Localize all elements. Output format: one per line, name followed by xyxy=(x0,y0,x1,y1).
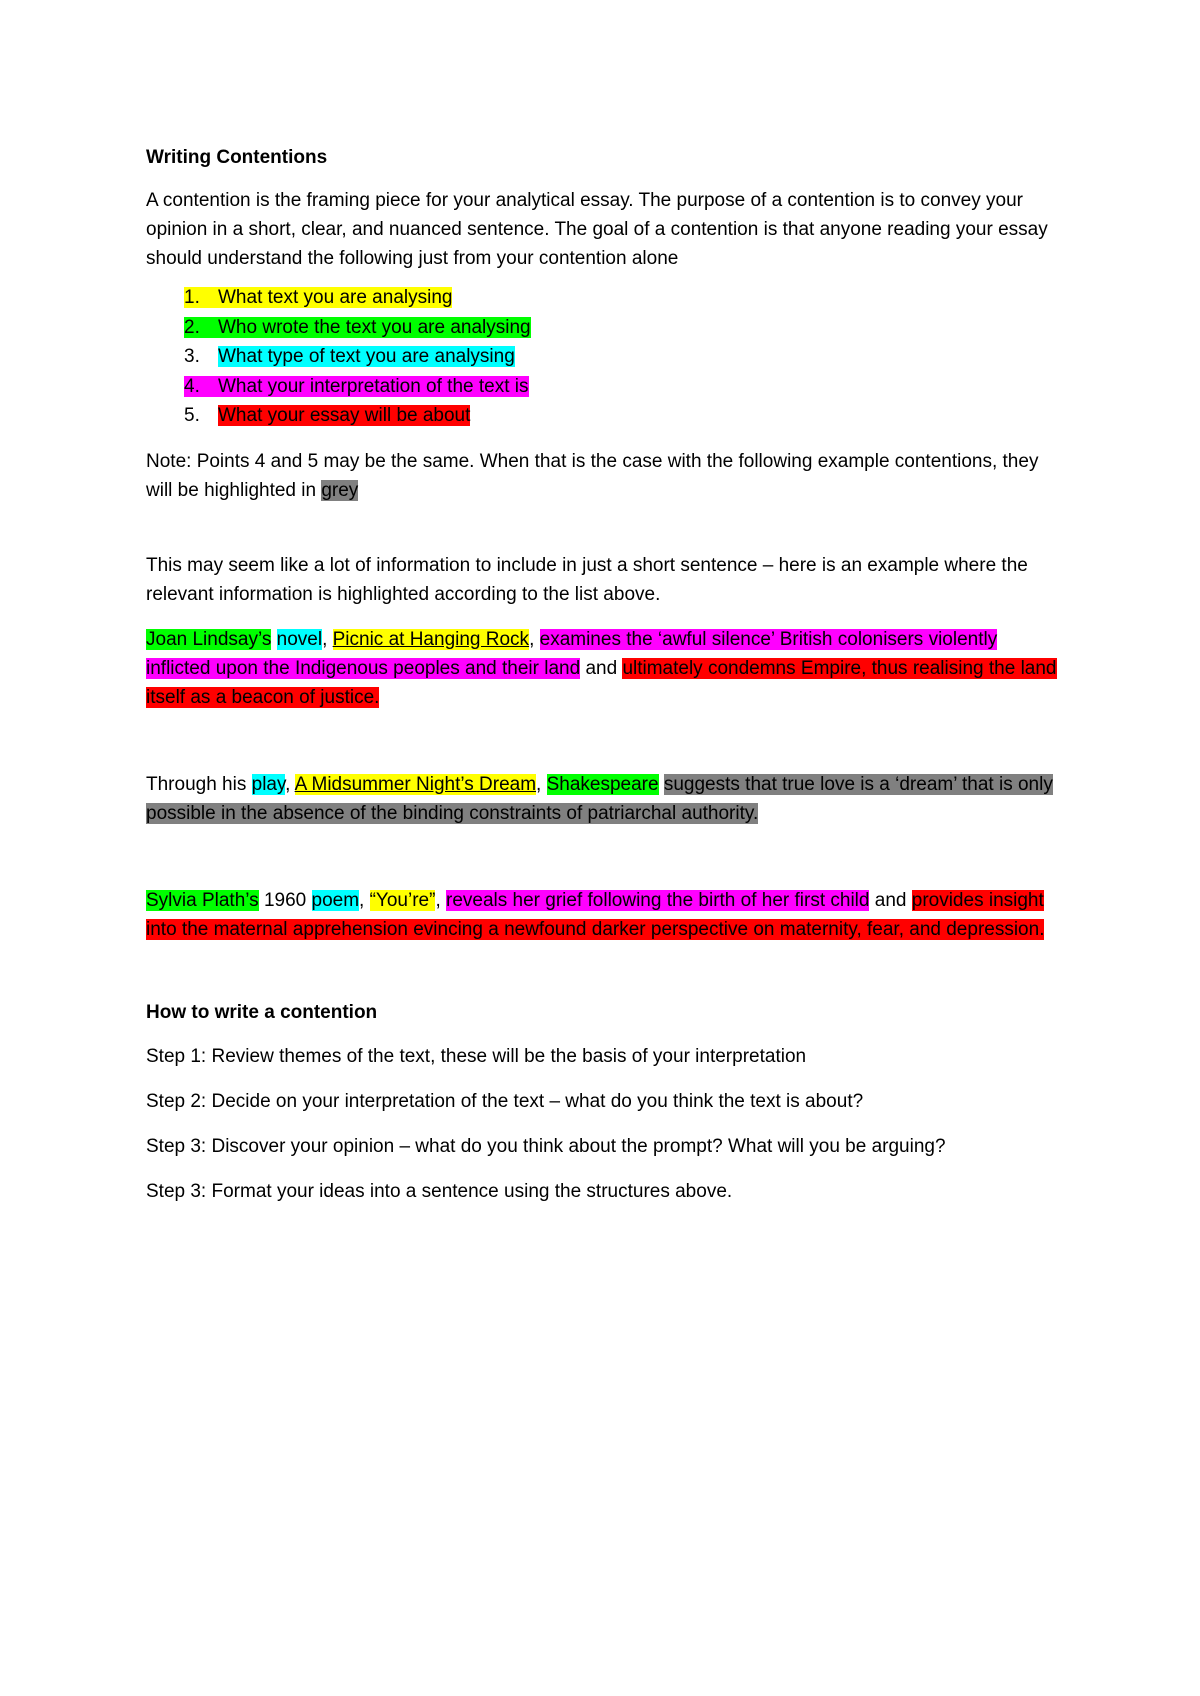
example-contention-1: Joan Lindsay’s novel, Picnic at Hanging Rock, examines the ‘awful silence’ British colonisers violently inflicted upon the Indigenous peoples and their land and ultimately condemns Empire, thus realising the land itself as a beacon of justice. xyxy=(146,628,1057,708)
step-item: Step 2: Decide on your interpretation of the text – what do you think the text is about? xyxy=(146,1090,864,1112)
note-paragraph xyxy=(146,447,1066,505)
ex1-interpretation: examines the ‘awful silence’ British colonisers violently inflicted upon the Indigenous peoples and their land xyxy=(146,628,998,679)
list-text: Who wrote the text you are analysing xyxy=(218,316,531,338)
list-number: 3. xyxy=(184,346,200,367)
list-text: What your essay will be about xyxy=(218,405,471,426)
list-text: What your interpretation of the text is xyxy=(218,375,529,397)
step-item: Step 3: Format your ideas into a sentence using the structures above. xyxy=(146,1180,733,1202)
ex3-author: Sylvia Plath’s xyxy=(146,889,259,911)
intro-paragraph: A contention is the framing piece for your analytical essay. The purpose of a contention is to convey your opinion in a short, clear, and nuanced sentence. The goal of a contention is that anyone reading your essay should understand the following just from your contention alone xyxy=(146,190,1048,269)
list-number: 5. xyxy=(184,405,200,426)
ex1-title: Picnic at Hanging Rock xyxy=(332,628,530,650)
example-contention-2: Through his play, A Midsummer Night’s Dream, Shakespeare suggests that true love is a ‘dream’ that is only possible in the absence of the binding constraints of patriarchal authority. xyxy=(146,773,1053,824)
list-text: What type of text you are analysing xyxy=(218,346,515,367)
ex3-interpretation: reveals her grief following the birth of her first child xyxy=(446,889,870,911)
howto-section xyxy=(146,998,1066,1206)
ex2-lead: Through his xyxy=(146,773,247,795)
step-item: Step 1: Review themes of the text, these will be the basis of your interpretation xyxy=(146,1045,807,1067)
list-item xyxy=(184,401,1066,431)
ex3-about: provides insight into the maternal apprehension evincing a newfound darker perspective on maternity, fear, and depression. xyxy=(146,889,1045,940)
list-item xyxy=(184,342,1066,372)
ex3-title: “You’re” xyxy=(369,889,436,911)
note-grey-highlight: grey xyxy=(321,479,359,501)
howto-heading: How to write a contention xyxy=(146,1001,378,1023)
step-item: Step 3: Discover your opinion – what do you think about the prompt? What will you be arguing? xyxy=(146,1135,946,1157)
document-body xyxy=(146,143,1066,1222)
ex3-conjunction: and xyxy=(874,889,907,911)
example-intro: This may seem like a lot of information to include in just a short sentence – here is an example where the relevant information is highlighted according to the list above. xyxy=(146,554,1028,605)
list-number: 1. xyxy=(184,287,200,308)
ex2-interpretation: suggests that true love is a ‘dream’ that is only possible in the absence of the binding constraints of patriarchal authority. xyxy=(146,773,1053,824)
ex1-author: Joan Lindsay’s xyxy=(146,628,272,650)
list-number: 2. xyxy=(184,316,200,338)
ex2-author: Shakespeare xyxy=(546,773,659,795)
ex1-conjunction: and xyxy=(585,657,618,679)
list-item xyxy=(184,372,1066,402)
list-item xyxy=(184,313,1066,343)
ex2-type: play xyxy=(251,773,286,795)
criteria-list xyxy=(146,283,1066,431)
ex1-type: novel xyxy=(276,628,323,650)
ex2-title: A Midsummer Night’s Dream xyxy=(294,773,537,795)
page-title: Writing Contentions xyxy=(146,147,328,168)
list-number: 4. xyxy=(184,375,200,397)
example-contention-3: Sylvia Plath’s 1960 poem, “You’re”, reveals her grief following the birth of her first child and provides insight into the maternal apprehension evincing a newfound darker perspective on maternity, fear, and depression. xyxy=(146,889,1045,940)
list-text: What text you are analysing xyxy=(218,287,453,308)
note-text: Note: Points 4 and 5 may be the same. When that is the case with the following example contentions, they will be highlighted in xyxy=(146,450,1039,501)
ex3-year: 1960 xyxy=(263,889,307,911)
list-item xyxy=(184,283,1066,313)
ex1-about: ultimately condemns Empire, thus realising the land itself as a beacon of justice. xyxy=(146,657,1057,708)
ex3-type: poem xyxy=(311,889,360,911)
